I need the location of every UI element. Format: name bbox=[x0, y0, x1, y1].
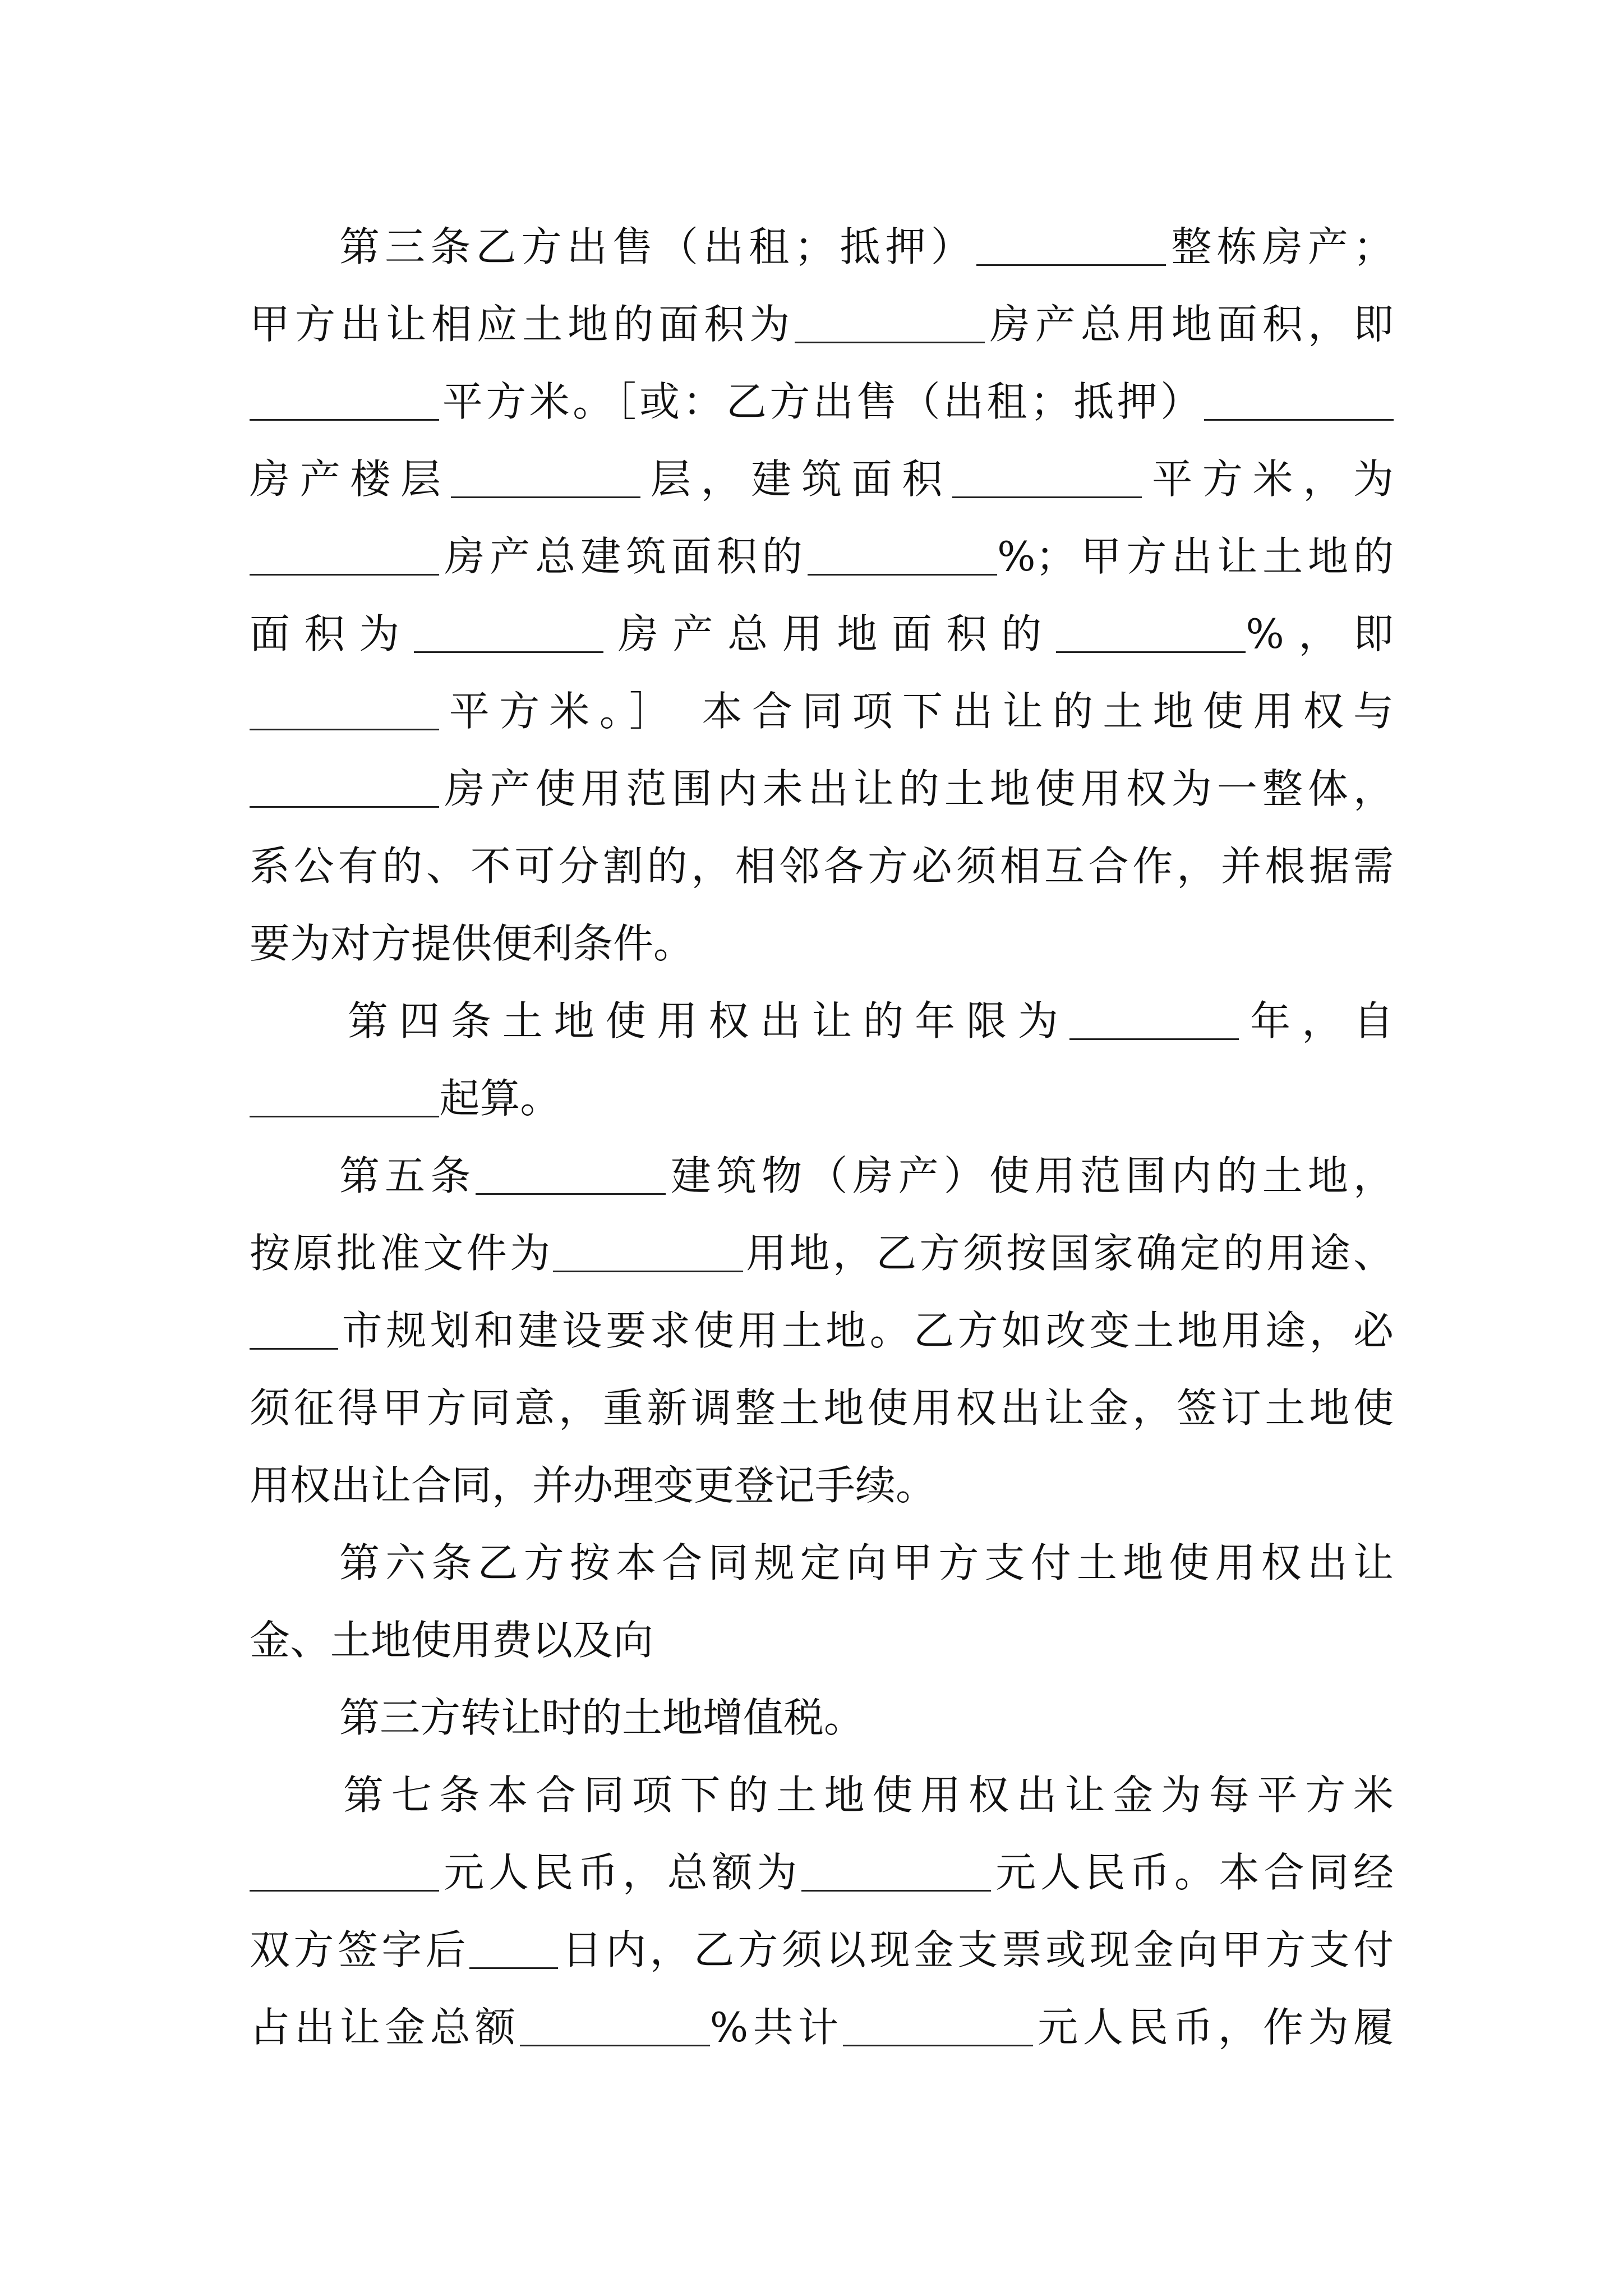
text-line-16 bbox=[250, 1369, 1394, 1447]
line-text: 双方签字后 bbox=[250, 1926, 469, 1973]
text-line-18 bbox=[339, 1524, 1394, 1602]
fill-in-blank bbox=[476, 1157, 665, 1195]
fill-in-blank bbox=[1069, 1002, 1239, 1040]
text-line-2 bbox=[250, 285, 1394, 364]
fill-in-blank bbox=[250, 383, 439, 421]
line-text: %共计 bbox=[709, 2004, 843, 2051]
fill-in-blank bbox=[1204, 383, 1394, 421]
line-text: 房产总建筑面积的 bbox=[439, 533, 808, 580]
fill-in-blank bbox=[250, 537, 439, 576]
text-line-6 bbox=[250, 595, 1394, 673]
line-text: 第三方转让时的土地增值税。 bbox=[339, 1694, 865, 1741]
line-text: 金、土地使用费以及向 bbox=[250, 1617, 654, 1664]
text-line-21 bbox=[343, 1756, 1394, 1834]
line-text: 起算。 bbox=[439, 1075, 561, 1122]
fill-in-blank bbox=[801, 1853, 991, 1892]
fill-in-blank bbox=[250, 1079, 439, 1117]
line-text: 建筑物（房产）使用范围内的土地， bbox=[665, 1152, 1394, 1199]
fill-in-blank bbox=[1056, 615, 1246, 653]
fill-in-blank bbox=[520, 2008, 709, 2046]
fill-in-blank bbox=[976, 228, 1166, 266]
line-text: 元人民币，作为履 bbox=[1032, 2004, 1394, 2051]
text-line-13 bbox=[339, 1137, 1394, 1215]
line-text: 占出让金总额 bbox=[250, 2004, 520, 2051]
line-text: 第七条本合同项下的土地使用权出让金为每平方米 bbox=[343, 1772, 1394, 1819]
line-text: 日内，乙方须以现金支票或现金向甲方支付 bbox=[558, 1926, 1394, 1973]
text-line-12 bbox=[250, 1059, 1394, 1138]
text-line-10 bbox=[250, 904, 1394, 983]
fill-in-blank bbox=[414, 615, 603, 653]
line-text: %；甲方出让土地的 bbox=[997, 533, 1394, 580]
text-line-4 bbox=[250, 440, 1394, 518]
text-line-1 bbox=[339, 208, 1394, 286]
fill-in-blank bbox=[843, 2008, 1032, 2046]
line-text: 须征得甲方同意，重新调整土地使用权出让金，签订土地使 bbox=[250, 1384, 1394, 1432]
line-text: 房产使用范围内未出让的土地使用权为一整体， bbox=[439, 765, 1394, 812]
fill-in-blank bbox=[451, 460, 640, 498]
line-text: 按原批准文件为 bbox=[250, 1230, 554, 1277]
fill-in-blank bbox=[469, 1931, 558, 1969]
fill-in-blank bbox=[250, 770, 439, 808]
text-line-20 bbox=[339, 1678, 1394, 1757]
line-text: 房产总用地面积的 bbox=[603, 610, 1056, 657]
line-text: 整栋房产； bbox=[1166, 223, 1394, 270]
line-text: %，即 bbox=[1246, 610, 1394, 657]
line-text: 第六条乙方按本合同规定向甲方支付土地使用权出让 bbox=[339, 1539, 1394, 1586]
fill-in-blank bbox=[250, 692, 439, 730]
fill-in-blank bbox=[795, 305, 984, 343]
text-line-7 bbox=[250, 672, 1394, 751]
text-line-19 bbox=[250, 1601, 1394, 1680]
line-text: 年，自 bbox=[1239, 997, 1394, 1045]
line-text: 第五条 bbox=[339, 1152, 476, 1199]
text-line-17 bbox=[250, 1446, 1394, 1525]
text-line-22 bbox=[250, 1833, 1394, 1912]
line-text: 平方米。］ 本合同项下出让的土地使用权与 bbox=[439, 688, 1394, 735]
line-text: 甲方出让相应土地的面积为 bbox=[250, 301, 795, 348]
fill-in-blank bbox=[553, 1234, 743, 1272]
text-line-8 bbox=[250, 749, 1394, 828]
line-text: 市规划和建设要求使用土地。乙方如改变土地用途，必 bbox=[338, 1307, 1394, 1354]
line-text: 平方米。［或：乙方出售（出租；抵押） bbox=[439, 378, 1204, 425]
text-line-5 bbox=[250, 517, 1394, 596]
line-text: 平方米，为 bbox=[1142, 455, 1394, 503]
line-text: 系公有的、不可分割的，相邻各方必须相互合作，并根据需 bbox=[250, 843, 1394, 890]
fill-in-blank bbox=[952, 460, 1142, 498]
fill-in-blank bbox=[250, 1312, 338, 1350]
line-text: 元人民币。本合同经 bbox=[991, 1849, 1394, 1896]
text-line-15 bbox=[250, 1291, 1394, 1370]
line-text: 房产总用地面积，即 bbox=[984, 301, 1394, 348]
text-line-14 bbox=[250, 1214, 1394, 1292]
line-text: 用权出让合同，并办理变更登记手续。 bbox=[250, 1462, 937, 1509]
text-line-9 bbox=[250, 827, 1394, 905]
line-text: 层，建筑面积 bbox=[640, 455, 953, 503]
line-text: 房产楼层 bbox=[250, 455, 451, 503]
line-text: 第三条乙方出售（出租；抵押） bbox=[339, 223, 976, 270]
line-text: 用地，乙方须按国家确定的用途、 bbox=[743, 1230, 1394, 1277]
text-line-3 bbox=[250, 362, 1394, 441]
line-text: 元人民币，总额为 bbox=[439, 1849, 801, 1896]
text-line-23 bbox=[250, 1911, 1394, 1989]
fill-in-blank bbox=[250, 1853, 439, 1892]
text-line-11 bbox=[348, 982, 1394, 1060]
line-text: 面积为 bbox=[250, 610, 414, 657]
fill-in-blank bbox=[808, 537, 997, 576]
line-text: 要为对方提供便利条件。 bbox=[250, 920, 694, 967]
text-line-24 bbox=[250, 1988, 1394, 2067]
line-text: 第四条土地使用权出让的年限为 bbox=[348, 997, 1069, 1045]
